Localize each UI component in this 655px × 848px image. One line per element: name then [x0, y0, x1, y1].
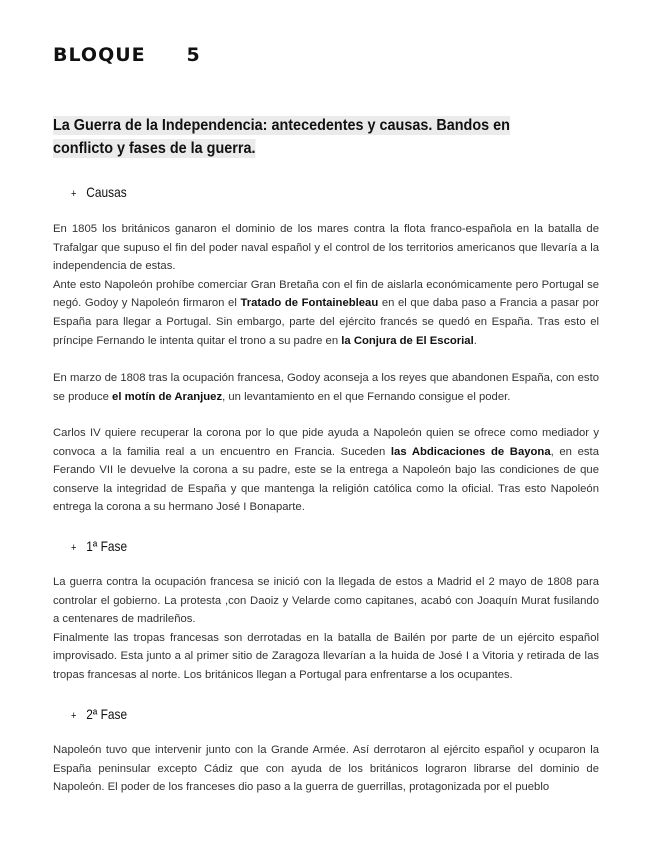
paragraph-line: La guerra contra la ocupación francesa se inició con la llegada de estos a Madrid el 2 mayo de 1808 para controlar el gobierno. La protesta ,con Daoiz y Velarde como capitanes, acabó con Joaquín Murat fusilando a centenares de madrileños. [53, 576, 599, 626]
topic-headline-text: La Guerra de la Independencia: antecedentes y causas. Bandos en conflicto y fases de la guerra. [53, 117, 510, 157]
bullet-icon: + [71, 710, 77, 722]
bold-term-conjura-escorial: la Conjura de El Escorial [341, 334, 474, 347]
paragraph-causas-aranjuez: En marzo de 1808 tras la ocupación francesa, Godoy aconseja a los reyes que abandonen España, con esto se produce el motín de Aranjuez, un levantamiento en el que Fernando consigue el poder. [53, 372, 599, 403]
section-heading-fase-2 [71, 706, 127, 722]
section-heading-label: 2ª Fase [86, 706, 128, 722]
paragraph-causas-bayona: Carlos IV quiere recuperar la corona por lo que pide ayuda a Napoleón quien se ofrece como mediador y convoca a la familia real a un encuentro en Francia. Suceden las Abdicaciones de Bayona, en esta Ferando VII le devuelve la corona a su padre, este se la entrega a Napoleón bajo las condiciones de que conserve la integridad de España y que mantenga la religión católica como la oficial. Tras esto Napoleón entrega la corona a su hermano José I Bonaparte. [53, 427, 599, 514]
paragraph-line: En 1805 los británicos ganaron el dominio de los mares contra la flota franco-española en la batalla de Trafalgar que supuso el fin del poder naval español y el control de los territorios americanos que llevaría a la independencia de estas. [53, 223, 599, 273]
paragraph-fase-2: Napoleón tuvo que intervenir junto con la Grande Armée. Así derrotaron al ejército español y ocuparon la España peninsular excepto Cádiz que con ayuda de los británicos lograron librarse del dominio de Napoleón. El poder de los franceses dio paso a la guerra de guerrillas, protagonizada por el pueblo [53, 744, 599, 794]
topic-headline [53, 114, 521, 160]
bold-term-abdicaciones-bayona: las Abdicaciones de Bayona [390, 445, 551, 458]
section-heading-label: 1ª Fase [86, 538, 128, 554]
section-heading-label: Causas [86, 184, 127, 200]
section-heading-fase-1 [71, 538, 127, 554]
paragraph-causas-trafalgar [53, 220, 599, 350]
paragraph-line: Finalmente las tropas francesas son derrotadas en la batalla de Bailén por parte de un ejército español improvisado. Esta junto a al primer sitio de Zaragoza llevarían a la huida de José I a Vitoria y retirada de las tropas francesas al norte. Los británicos llegan a Portugal para enfrentarse a los ocupantes. [53, 631, 599, 681]
bold-term-tratado-fontainebleau: Tratado de Fontainebleau [240, 297, 379, 310]
bold-term-motin-aranjuez: el motín de Aranjuez [112, 390, 223, 403]
section-heading-causas [71, 184, 127, 200]
bullet-icon: + [71, 542, 77, 554]
paragraph-fase-1 [53, 573, 599, 685]
paragraph-line: Ante esto Napoleón prohíbe comerciar Gran Bretaña con el fin de aislarla económicamente pero Portugal se negó. Godoy y Napoleón firmaron el Tratado de Fontainebleau en el que daba paso a Francia a pasar por España para llegar a Portugal. Sin embargo, parte del ejército francés se quedó en España. Tras esto el príncipe Fernando le intenta quitar el trono a su padre en la Conjura de El Escorial. [53, 278, 599, 347]
bullet-icon: + [71, 188, 77, 200]
document-title: BLOQUE 5 [53, 44, 201, 66]
